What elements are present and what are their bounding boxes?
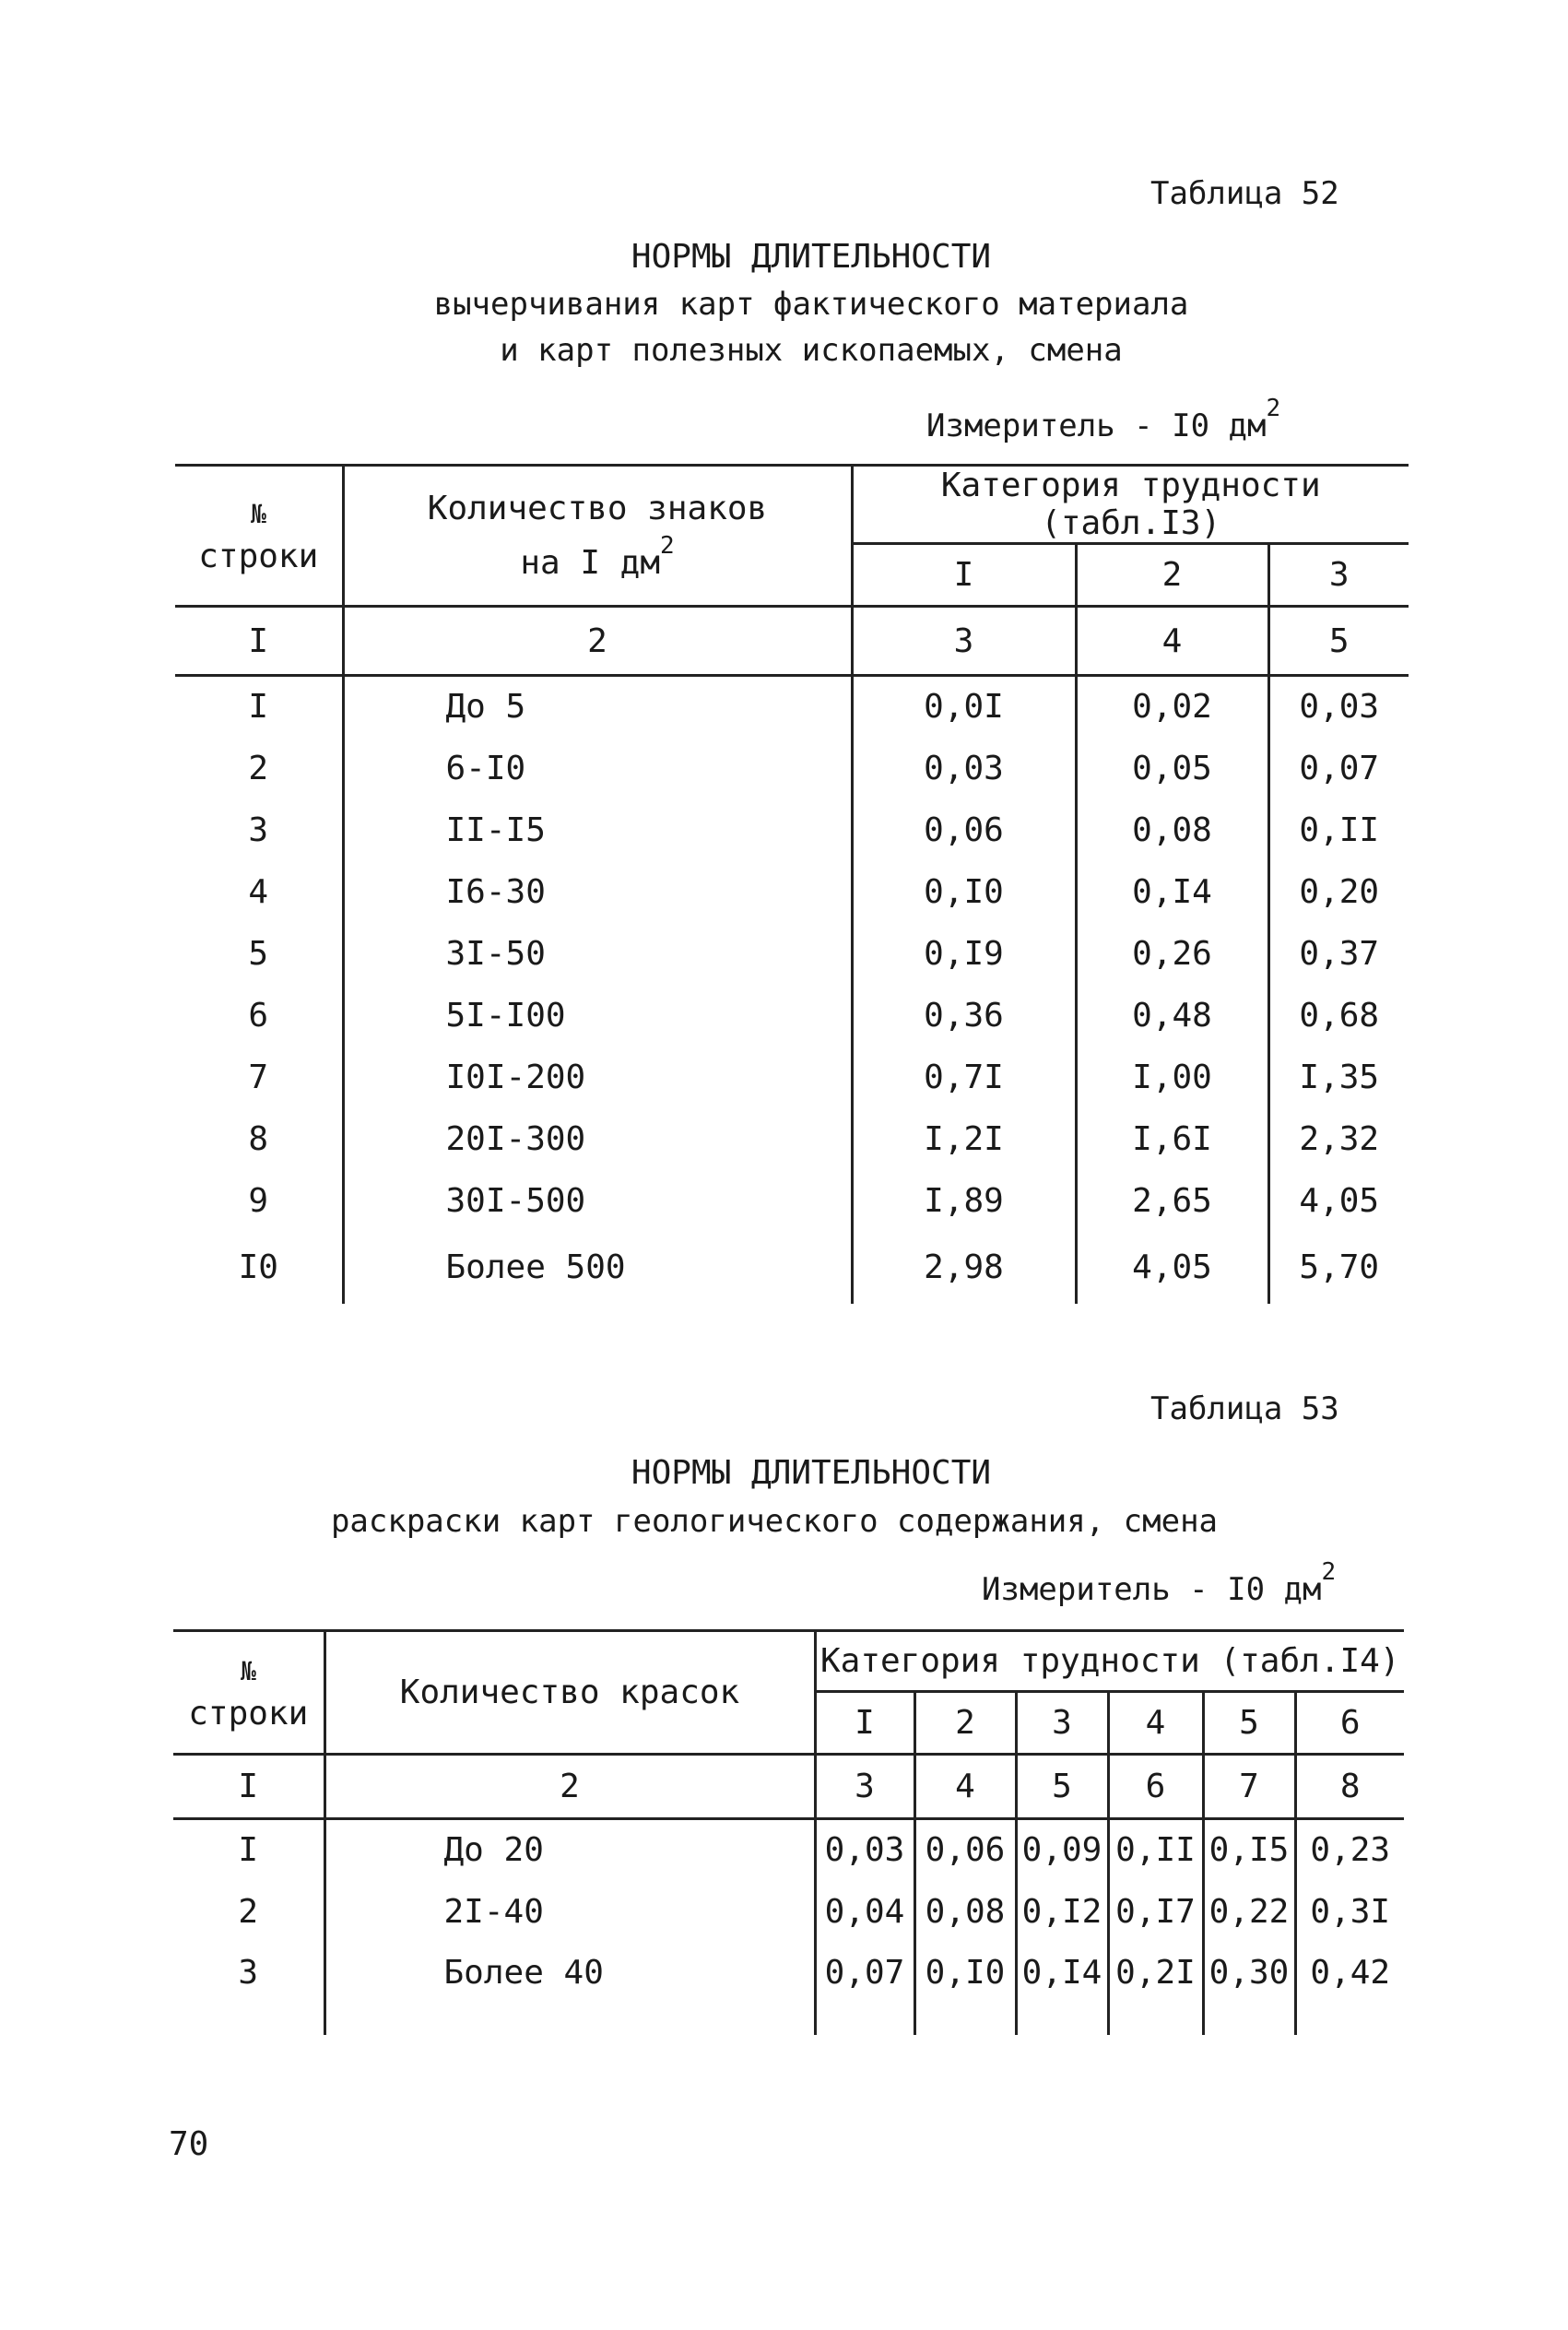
table-53-head-cat-1: I [815, 1692, 914, 1755]
row-value-cat-1: 0,0I [852, 676, 1076, 738]
row-value-cat-2: 0,02 [1076, 676, 1268, 738]
table-row [173, 1943, 1404, 2035]
row-value-cat-5: 0,22 [1203, 1881, 1295, 1943]
row-value-cat-2: 4,05 [1076, 1232, 1268, 1304]
row-quantity: Более 40 [324, 1943, 815, 2035]
row-quantity: I0I-200 [343, 1047, 852, 1108]
page-number: 70 [169, 2125, 209, 2163]
row-value-cat-3: 0,37 [1299, 934, 1380, 973]
table-53-unit-text: Измеритель - I0 дм [982, 1571, 1322, 1608]
row-value-cat-1: 0,36 [852, 985, 1076, 1047]
table-52-head-category: Категория трудности (табл.I3) [852, 466, 1409, 544]
row-quantity: II-I5 [343, 799, 852, 861]
row-value-cat-1: 0,06 [852, 799, 1076, 861]
row-value-cat-1: 0,03 [852, 738, 1076, 799]
table-53-index-7: 7 [1203, 1755, 1295, 1819]
table-52-index-2: 2 [343, 607, 852, 676]
table-52-index-5: 5 [1268, 607, 1409, 676]
table-row [175, 1108, 1409, 1170]
table-53-title: НОРМЫ ДЛИТЕЛЬНОСТИ [631, 1454, 992, 1492]
row-value-cat-2: I,6I [1076, 1108, 1268, 1170]
row-value-cat-3: 0,20 [1299, 872, 1380, 911]
row-number: 4 [175, 861, 343, 923]
row-value-cat-2: 0,05 [1076, 738, 1268, 799]
table-row [175, 738, 1409, 799]
table-53-head-cat-2: 2 [914, 1692, 1016, 1755]
row-value-cat-2: 0,I0 [914, 1943, 1016, 2035]
table-row [175, 1170, 1409, 1232]
row-value-cat-3: 5,70 [1299, 1248, 1380, 1286]
row-number: 3 [175, 799, 343, 861]
row-value-cat-4: 0,I7 [1108, 1881, 1203, 1943]
table-52-label: Таблица 52 [1150, 175, 1339, 212]
row-number: 6 [175, 985, 343, 1047]
row-quantity: 2I-40 [324, 1881, 815, 1943]
row-quantity: До 20 [324, 1819, 815, 1881]
table-53-head-num: № строки [173, 1631, 324, 1755]
row-value-cat-3: 4,05 [1299, 1181, 1380, 1220]
row-number: I [173, 1819, 324, 1881]
table-53-index-4: 4 [914, 1755, 1016, 1819]
row-number: 2 [173, 1881, 324, 1943]
row-value-cat-3: 0,07 [1299, 749, 1380, 787]
table-52-head-num: № строки [175, 466, 343, 607]
row-value-cat-3: 2,32 [1299, 1119, 1380, 1158]
row-value-cat-1: I,89 [852, 1170, 1076, 1232]
table-52 [175, 464, 1409, 1304]
table-53-head-category: Категория трудности (табл.I4) [815, 1631, 1404, 1692]
table-52-index-4: 4 [1076, 607, 1268, 676]
table-53-index-3: 3 [815, 1755, 914, 1819]
row-value-cat-6: 0,23 [1310, 1831, 1391, 1870]
row-value-cat-2: 0,08 [1076, 799, 1268, 861]
table-53-index-8: 8 [1295, 1755, 1404, 1819]
row-value-cat-1: 0,I9 [852, 923, 1076, 985]
table-53-head-cat-3: 3 [1016, 1692, 1108, 1755]
table-53-index-2: 2 [324, 1755, 815, 1819]
table-53-index-6: 6 [1108, 1755, 1203, 1819]
row-number: 7 [175, 1047, 343, 1108]
table-52-head-qty: Количество знаков на I $дм^2$ [343, 466, 852, 607]
table-53-head-qty: Количество красок [324, 1631, 815, 1755]
row-value-cat-3: 0,68 [1299, 996, 1380, 1035]
table-52-unit-text: Измеритель - I0 дм [926, 408, 1267, 444]
table-53-unit [982, 1558, 1336, 1608]
row-value-cat-3: 0,09 [1016, 1819, 1108, 1881]
table-53-unit-sup: 2 [1321, 1558, 1337, 1586]
row-number: 8 [175, 1108, 343, 1170]
table-row [175, 799, 1409, 861]
row-value-cat-1: 0,03 [815, 1819, 914, 1881]
row-value-cat-1: 0,07 [815, 1943, 914, 2035]
table-52-head-cat-1: I [852, 544, 1076, 607]
table-53-head-cat-6: 6 [1295, 1692, 1404, 1755]
table-52-subtitle-1: вычерчивания карт фактического материала [433, 286, 1189, 323]
table-53-label: Таблица 53 [1150, 1390, 1339, 1427]
table-53-head-cat-5: 5 [1203, 1692, 1295, 1755]
table-53-head-cat-4: 4 [1108, 1692, 1203, 1755]
row-value-cat-3: I,35 [1299, 1058, 1380, 1096]
row-number: I [175, 676, 343, 738]
row-value-cat-4: 0,II [1108, 1819, 1203, 1881]
row-value-cat-1: I,2I [852, 1108, 1076, 1170]
table-row [175, 861, 1409, 923]
row-number: 9 [175, 1170, 343, 1232]
row-quantity: 3I-50 [343, 923, 852, 985]
row-value-cat-2: 0,06 [914, 1819, 1016, 1881]
row-value-cat-1: 2,98 [852, 1232, 1076, 1304]
row-value-cat-1: 0,I0 [852, 861, 1076, 923]
row-quantity: Более 500 [343, 1232, 852, 1304]
row-quantity: 5I-I00 [343, 985, 852, 1047]
table-row [173, 1881, 1404, 1943]
row-value-cat-2: 0,08 [914, 1881, 1016, 1943]
row-number: 3 [173, 1943, 324, 2035]
row-value-cat-1: 0,04 [815, 1881, 914, 1943]
table-row [175, 923, 1409, 985]
row-value-cat-2: 0,48 [1076, 985, 1268, 1047]
row-number: 5 [175, 923, 343, 985]
row-quantity: 30I-500 [343, 1170, 852, 1232]
table-53-index-5: 5 [1016, 1755, 1108, 1819]
row-quantity: I6-30 [343, 861, 852, 923]
table-row [175, 985, 1409, 1047]
table-52-unit-sup: 2 [1266, 395, 1281, 422]
row-value-cat-3: 0,I2 [1016, 1881, 1108, 1943]
table-52-index-1: I [175, 607, 343, 676]
row-value-cat-5: 0,30 [1203, 1943, 1295, 2035]
table-52-title: НОРМЫ ДЛИТЕЛЬНОСТИ [631, 238, 992, 276]
table-52-unit [926, 395, 1280, 444]
row-value-cat-5: 0,I5 [1203, 1819, 1295, 1881]
table-row [175, 1232, 1409, 1304]
table-53-subtitle-1: раскраски карт геологического содержания, смена [330, 1503, 1219, 1540]
row-value-cat-2: 0,26 [1076, 923, 1268, 985]
row-value-cat-2: 0,I4 [1076, 861, 1268, 923]
row-number: 2 [175, 738, 343, 799]
table-52-head-cat-3: 3 [1268, 544, 1409, 607]
table-53-index-1: I [173, 1755, 324, 1819]
row-value-cat-3: 0,I4 [1016, 1943, 1108, 2035]
row-value-cat-2: I,00 [1076, 1047, 1268, 1108]
table-row [173, 1819, 1404, 1881]
row-value-cat-4: 0,2I [1108, 1943, 1203, 2035]
table-52-index-3: 3 [852, 607, 1076, 676]
table-row [175, 676, 1409, 738]
row-value-cat-6: 0,3I [1310, 1892, 1391, 1931]
row-quantity: До 5 [343, 676, 852, 738]
row-value-cat-2: 2,65 [1076, 1170, 1268, 1232]
row-number: I0 [175, 1232, 343, 1304]
row-value-cat-1: 0,7I [852, 1047, 1076, 1108]
row-value-cat-6: 0,42 [1310, 1953, 1391, 1992]
table-53 [173, 1629, 1404, 2035]
row-value-cat-3: 0,03 [1299, 688, 1380, 727]
row-value-cat-3: 0,II [1299, 810, 1380, 849]
table-52-head-cat-2: 2 [1076, 544, 1268, 607]
row-quantity: 6-I0 [343, 738, 852, 799]
row-quantity: 20I-300 [343, 1108, 852, 1170]
table-52-subtitle-2: и карт полезных ископаемых, смена [500, 332, 1123, 369]
table-row [175, 1047, 1409, 1108]
